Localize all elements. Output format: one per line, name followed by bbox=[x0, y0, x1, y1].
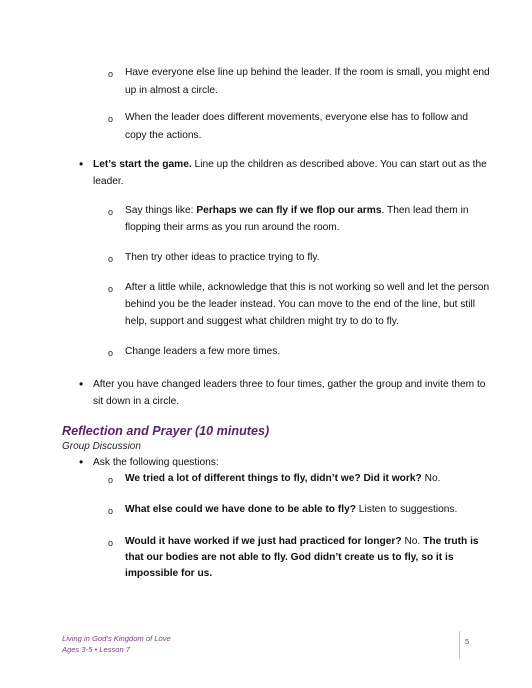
question-line bbox=[125, 535, 479, 548]
sub-item-line: Then try other ideas to practice trying to fly. bbox=[125, 252, 320, 263]
sub-item-line: up in almost a circle. bbox=[125, 85, 218, 96]
bullet-item-line bbox=[93, 158, 487, 171]
bullet-marker: • bbox=[79, 377, 84, 391]
sub-item-line: behind you be the leader instead. You can move to the end of the line, but still bbox=[125, 299, 476, 310]
bullet-marker: • bbox=[79, 157, 84, 171]
bullet-item-line: leader. bbox=[93, 176, 124, 187]
text-run: No. bbox=[401, 536, 424, 547]
bold-text: Would it have worked if we just had practiced for longer? bbox=[125, 536, 402, 547]
bullet-item-line: sit down in a circle. bbox=[93, 396, 180, 407]
text-run: Say things like: bbox=[125, 205, 197, 216]
footer-divider bbox=[459, 631, 460, 659]
section-subheading: Group Discussion bbox=[62, 441, 141, 452]
text-run: Line up the children as described above. You can start out as the bbox=[191, 159, 487, 170]
sub-bullet-marker: o bbox=[108, 254, 114, 264]
question-line bbox=[125, 567, 212, 580]
bold-text: Perhaps we can fly if we flop our arms bbox=[196, 205, 382, 216]
sub-item-line: Have everyone else line up behind the leader. If the room is small, you might end bbox=[125, 67, 490, 78]
sub-item-line bbox=[125, 204, 469, 217]
sub-bullet-marker: o bbox=[108, 538, 114, 548]
sub-item-line: copy the actions. bbox=[125, 130, 202, 141]
bold-text: Let’s start the game. bbox=[93, 159, 192, 170]
text-run: . Then lead them in bbox=[381, 205, 469, 216]
sub-item-line: After a little while, acknowledge that this is not working so well and let the person bbox=[125, 282, 490, 293]
sub-bullet-marker: o bbox=[108, 207, 114, 217]
sub-item-line: When the leader does different movements, everyone else has to follow and bbox=[125, 112, 468, 123]
bullet-item-line: After you have changed leaders three to four times, gather the group and invite them to bbox=[93, 379, 486, 390]
question-line bbox=[125, 503, 457, 516]
page-number: 5 bbox=[465, 637, 470, 646]
sub-item-line: flopping their arms as you run around the room. bbox=[125, 222, 340, 233]
bold-text: We tried a lot of different things to fly, didn’t we? Did it work? bbox=[125, 473, 422, 484]
question-line bbox=[125, 472, 440, 485]
section-heading: Reflection and Prayer (10 minutes) bbox=[62, 424, 270, 438]
bullet-marker: • bbox=[79, 455, 84, 469]
sub-item-line: Change leaders a few more times. bbox=[125, 346, 281, 357]
footer-subtitle: Ages 3-5 • Lesson 7 bbox=[62, 645, 131, 654]
sub-bullet-marker: o bbox=[108, 475, 114, 485]
sub-bullet-marker: o bbox=[108, 69, 114, 79]
question-line bbox=[125, 551, 454, 564]
bold-text: What else could we have done to be able to fly? bbox=[125, 504, 356, 515]
bold-text: that our bodies are not able to fly. God didn’t create us to fly, so it is bbox=[125, 552, 454, 563]
text-run: No. bbox=[421, 473, 441, 484]
footer-title: Living in God’s Kingdom of Love bbox=[62, 634, 171, 643]
sub-bullet-marker: o bbox=[108, 284, 114, 294]
bold-text: The truth is bbox=[423, 536, 479, 547]
bold-text: impossible for us. bbox=[125, 568, 213, 579]
bullet-item-line: Ask the following questions: bbox=[93, 457, 219, 468]
sub-bullet-marker: o bbox=[108, 506, 114, 516]
text-run: Listen to suggestions. bbox=[355, 504, 458, 515]
sub-bullet-marker: o bbox=[108, 348, 114, 358]
sub-item-line: help, support and suggest what children might try to do to fly. bbox=[125, 316, 399, 327]
sub-bullet-marker: o bbox=[108, 114, 114, 124]
